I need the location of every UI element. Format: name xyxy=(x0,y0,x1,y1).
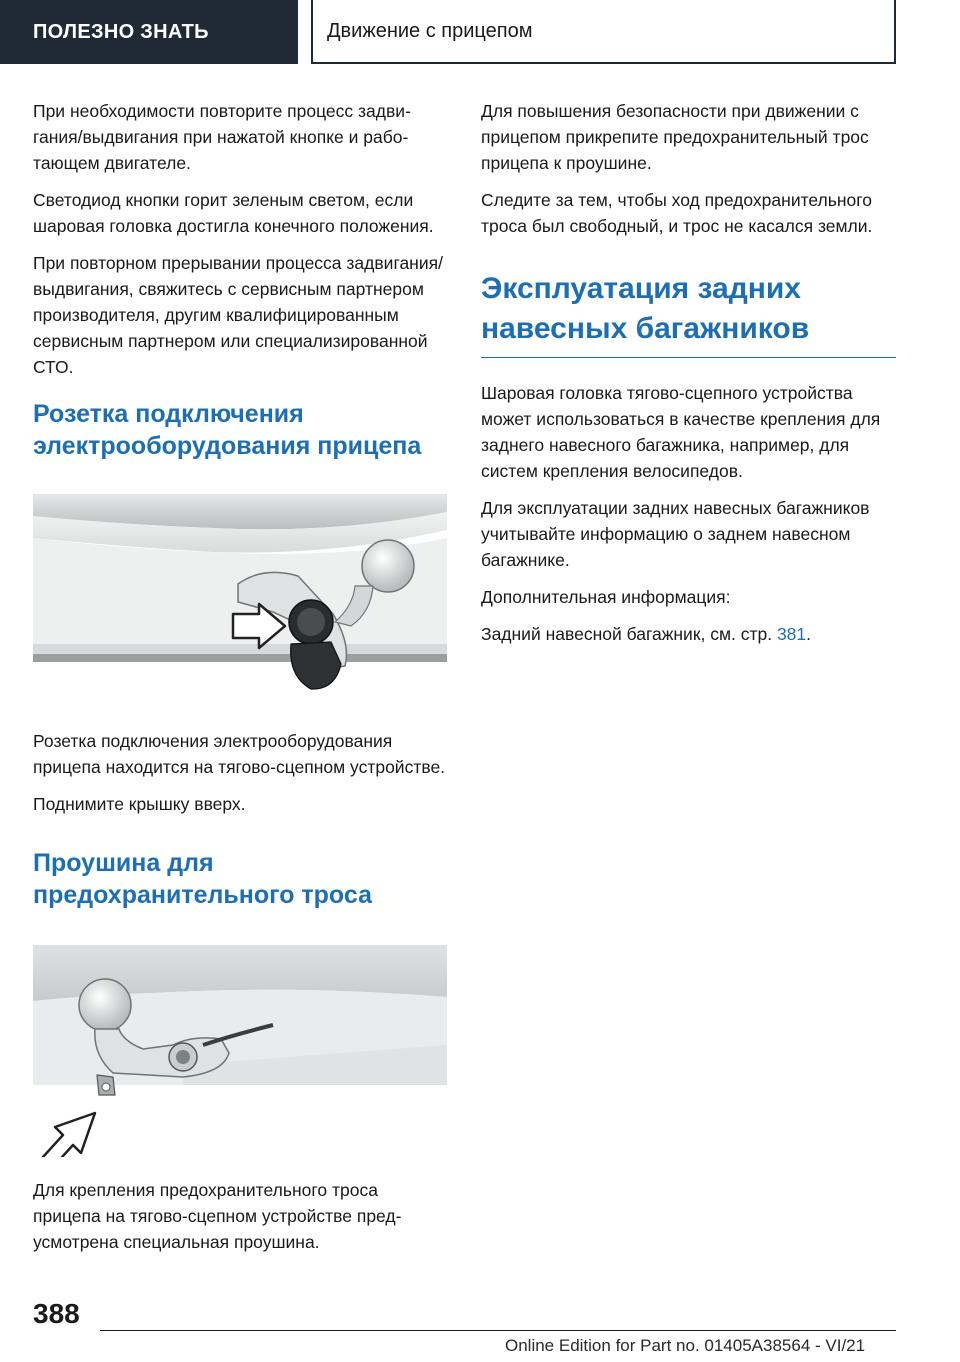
towbar-socket-illustration xyxy=(33,494,447,706)
paragraph: Следите за тем, чтобы ход предохранительного троса был свободный, и трос не касался земли. xyxy=(481,190,873,236)
footer-divider xyxy=(100,1330,896,1331)
paragraph: Дополнительная информация: xyxy=(481,587,731,607)
paragraph: Поднимите крышку вверх. xyxy=(33,794,246,814)
figure-caption: Розетка подключения электрооборудования прицепа находится на тягово-сцепном устройстве. xyxy=(33,731,446,777)
paragraph: Шаровая головка тягово-сцепного устройства может использоваться в качестве крепления для заднего навесного багажника, например, для систем крепления велосипедов. xyxy=(481,383,881,481)
page-link-381[interactable]: 381 xyxy=(776,624,807,644)
chapter-title: Движение с прицепом xyxy=(311,0,896,64)
page-number: 388 xyxy=(33,1298,80,1329)
paragraph: Светодиод кнопки горит зеленым светом, если шаровая головка достигла конечного положения. xyxy=(33,190,434,236)
left-column xyxy=(33,98,447,462)
subheading-socket: Розетка подключения электрооборудования прицепа xyxy=(33,400,422,460)
right-column xyxy=(481,98,896,658)
cross-reference-text: Задний навесной багажник, см. стр. xyxy=(481,624,777,644)
subheading-eyelet: Проушина для предохранительного троса xyxy=(33,849,372,909)
towbar-eyelet-illustration xyxy=(33,945,447,1157)
figure-safety-eyelet xyxy=(33,945,447,1157)
paragraph: При повторном прерывании процесса задвигания/выдвигания, свяжитесь с сервисным партнером производителя, другим квалифицированным сервисным партнером или специализированной СТО. xyxy=(33,253,443,377)
figure-trailer-socket xyxy=(33,494,447,706)
footer-edition: Online Edition for Part no. 01405A38564 - VI/21 xyxy=(505,1336,866,1355)
cross-reference-end: . xyxy=(806,624,812,644)
left-column-lower xyxy=(33,728,447,911)
figure-caption: Для крепления предохранительного троса прицепа на тягово-сцепном устройстве предусмотрена специальная проушина. xyxy=(33,1180,402,1252)
paragraph: При необходимости повторите процесс задвигания/выдвигания при нажатой кнопке и работающем двигателе. xyxy=(33,101,411,173)
paragraph: Для эксплуатации задних навесных багажников учитывайте информацию о заднем навесном багажнике. xyxy=(481,498,870,570)
paragraph: Для повышения безопасности при движении с прицепом прикрепите предохранительный трос прицепа к проушине. xyxy=(481,101,869,173)
section-heading-rear-carriers: Эксплуатация задних навесных багажников xyxy=(481,269,896,358)
section-tab: ПОЛЕЗНО ЗНАТЬ xyxy=(0,0,298,64)
cross-reference xyxy=(481,621,896,647)
left-column-bottom xyxy=(33,1177,447,1266)
